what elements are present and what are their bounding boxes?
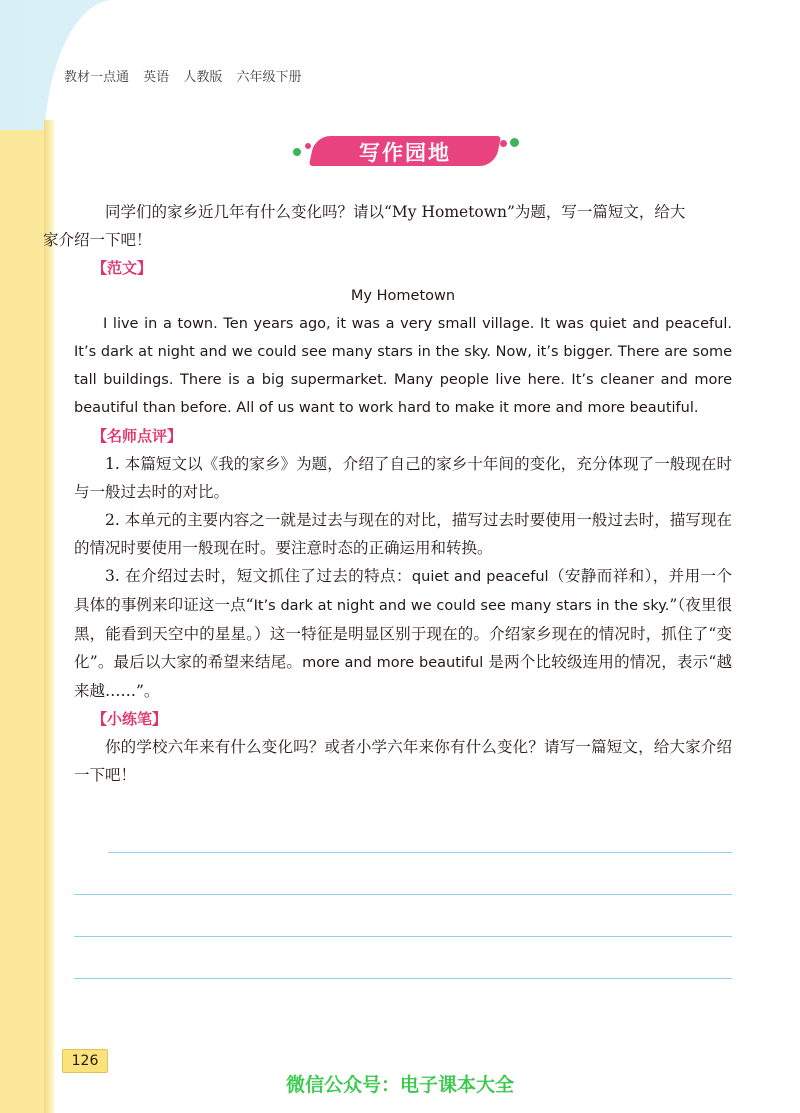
- comment-point-1: 1. 本篇短文以《我的家乡》为题，介绍了自己的家乡十年间的变化，充分体现了一般现在时与一般过去时的对比。: [74, 455, 732, 501]
- page-edge: [44, 120, 54, 1113]
- prompt-line-2: 家介绍一下吧！: [43, 231, 152, 249]
- writing-line[interactable]: [108, 852, 732, 853]
- prompt-line-1: 同学们的家乡近几年有什么变化吗？请以“My Hometown”为题，写一篇短文，给大: [105, 203, 686, 221]
- comment-point-3-en: more and more beautiful: [302, 655, 484, 671]
- comment-point-3-text: ”（夜里很黑，能看到天空中的星星。）这一特征是明显区别于现在的。介绍家乡现在的情况时，抓住了“变化”。最后以大家的希望来结尾。: [74, 596, 732, 671]
- comment-point-3-en: quiet and peaceful: [411, 569, 549, 585]
- practice-prompt: 你的学校六年来有什么变化吗？或者小学六年来你有什么变化？请写一篇短文，给大家介绍一下吧！: [74, 738, 732, 784]
- comment-point-2: 2. 本单元的主要内容之一就是过去与现在的对比，描写过去时要使用一般过去时，描写现在的情况时要使用一般现在时。要注意时态的正确运用和转换。: [74, 511, 732, 557]
- comment-heading: 【名师点评】: [92, 427, 183, 445]
- comment-point-3-text: 3. 在介绍过去时，短文抓住了过去的特点：: [105, 567, 412, 585]
- decor-dot: [293, 148, 301, 156]
- page-number: 126: [62, 1049, 108, 1073]
- header-subject: 英语: [143, 70, 170, 85]
- writing-line[interactable]: [74, 936, 732, 937]
- decor-dot: [305, 143, 311, 149]
- comment-point-3-en: It’s dark at night and we could see many stars in the sky.: [253, 598, 670, 614]
- decor-dot: [500, 140, 507, 147]
- comment-point-3: [74, 562, 732, 705]
- comment-point-3-text: （安静而祥和），并用一个具体的事例来印证这一点“: [74, 567, 732, 614]
- essay-body: I live in a town. Ten years ago, it was a very small village. It was quiet and peaceful. It’s dark at night and we could see many stars in the sky. Now, it’s bigger. There are some tall buildings. There is a big supermarket. Many people live here. It’s cleaner and more beautiful than before. All of us want to work hard to make it more and more beautiful.: [74, 316, 732, 416]
- sample-heading: 【范文】: [92, 259, 153, 277]
- watermark: 微信公众号：电子课本大全: [285, 1074, 514, 1096]
- prompt-paragraph: [43, 198, 732, 254]
- writing-line[interactable]: [74, 894, 732, 895]
- header-book: 教材一点通: [64, 70, 130, 85]
- header-grade: 六年级下册: [236, 70, 302, 85]
- comment-point-3-text: 是两个比较级连用的情况，表示“越来越……”。: [74, 653, 732, 700]
- section-title: 写作园地: [359, 141, 451, 165]
- essay-title: My Hometown: [350, 288, 456, 304]
- running-header: [64, 66, 311, 85]
- decor-dot: [510, 138, 519, 147]
- header-edition: 人教版: [183, 70, 223, 85]
- practice-heading: 【小练笔】: [92, 710, 168, 728]
- writing-line[interactable]: [74, 978, 732, 979]
- page-content: [43, 198, 732, 789]
